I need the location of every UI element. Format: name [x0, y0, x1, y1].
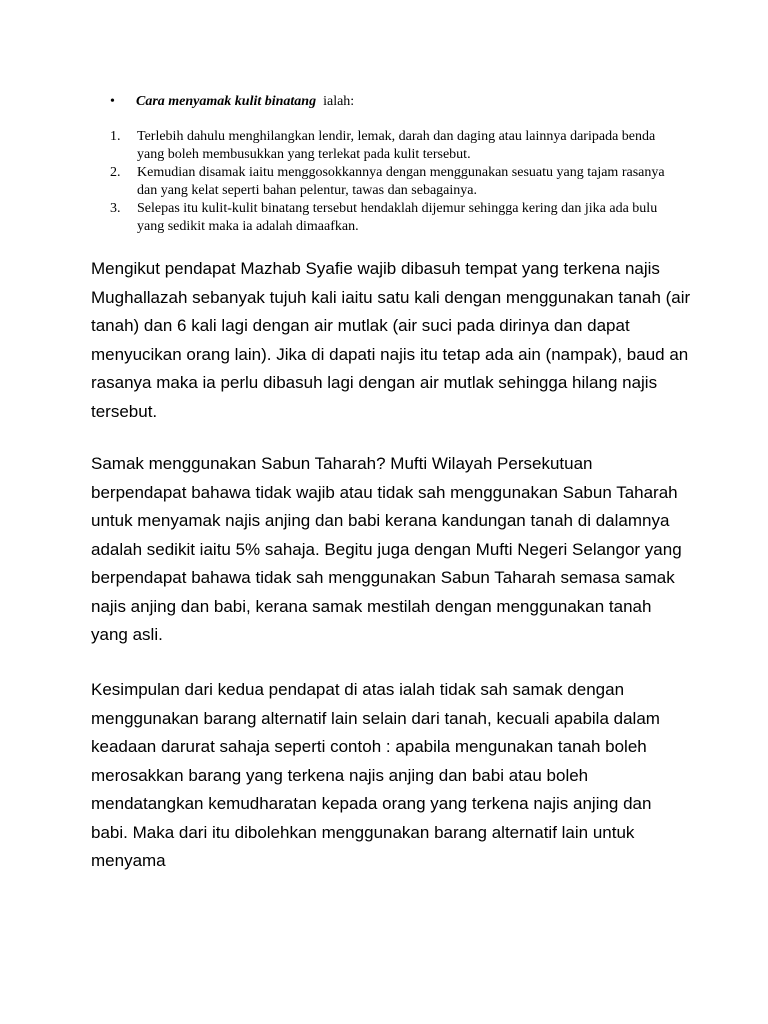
paragraph-kesimpulan: Kesimpulan dari kedua pendapat di atas ialah tidak sah samak dengan menggunakan barang alternatif lain selain dari tanah, kecuali apabila dalam keadaan darurat sahaja seperti contoh : apabila mengunakan tanah boleh merosakkan barang yang terkena najis anjing dan babi atau boleh mendatangkan kemudharatan kepada orang yang terkena najis anjing dan babi. Maka dari itu dibolehkan menggunakan barang alternatif lain untuk menyama: [91, 680, 660, 870]
list-item-text: Terlebih dahulu menghilangkan lendir, lemak, darah dan daging atau lainnya daripada benda yang boleh membusukkan yang terlekat pada kulit tersebut.: [137, 129, 656, 162]
list-item: [110, 128, 680, 164]
bullet-dot: •: [110, 94, 115, 109]
bullet-heading: Cara menyamak kulit binatang: [136, 94, 317, 109]
list-item-number: 2.: [110, 165, 121, 180]
list-item-number: 1.: [110, 129, 121, 144]
paragraph-mazhab-syafie: Mengikut pendapat Mazhab Syafie wajib dibasuh tempat yang terkena najis Mughallazah sebanyak tujuh kali iaitu satu kali dengan menggunakan tanah (air tanah) dan 6 kali lagi dengan air mutlak (air suci pada dirinya dan dapat menyucikan orang lain). Jika di dapati najis itu tetap ada ain (nampak), baud an rasanya maka ia perlu dibasuh lagi dengan air mutlak sehingga hilang najis tersebut.: [91, 259, 691, 421]
list-item-text: Selepas itu kulit-kulit binatang tersebut hendaklah dijemur sehingga kering dan jika ada bulu yang sedikit maka ia adalah dimaafkan.: [137, 201, 658, 234]
paragraph-sabun-taharah: Samak menggunakan Sabun Taharah? Mufti Wilayah Persekutuan berpendapat bahawa tidak wajib atau tidak sah menggunakan Sabun Taharah untuk menyamak najis anjing dan babi kerana kandungan tanah di dalamnya adalah sedikit iaitu 5% sahaja. Begitu juga dengan Mufti Negeri Selangor yang berpendapat bahawa tidak sah menggunakan Sabun Taharah semasa samak najis anjing dan babi, kerana samak mestilah dengan menggunakan tanah yang asli.: [91, 454, 682, 644]
numbered-list: [110, 128, 680, 236]
list-item-number: 3.: [110, 201, 121, 216]
list-item-text: Kemudian disamak iaitu menggosokkannya dengan menggunakan sesuatu yang tajam rasanya dan yang kelat seperti bahan pelentur, tawas dan sebagainya.: [137, 165, 665, 198]
bullet-heading-line: [110, 93, 354, 111]
list-item: [110, 200, 680, 236]
list-item: [110, 164, 680, 200]
bullet-suffix: ialah:: [323, 94, 355, 109]
